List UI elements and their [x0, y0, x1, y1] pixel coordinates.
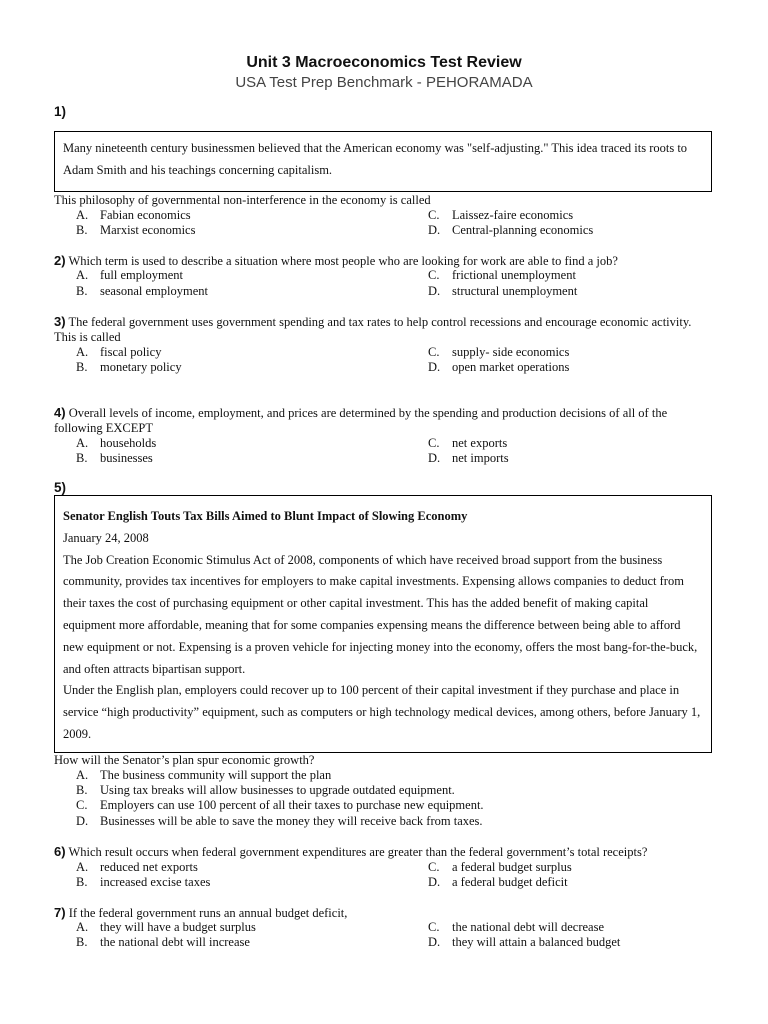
question-2-stem: Which term is used to describe a situation where most people who are looking for work are able to find a job? — [68, 254, 618, 268]
question-6-option-d: D. a federal budget deficit — [428, 875, 568, 889]
question-5-number: 5) — [54, 480, 67, 495]
question-7-number: 7) — [54, 905, 66, 920]
question-3-option-b: B. monetary policy — [76, 360, 182, 374]
article-paragraph-1: The Job Creation Economic Stimulus Act of 2008, components of which have received broad support from the business community, provides tax incentives for employers to make capital investments. Expensing allows companies to deduct from their taxes the cost of purchasing equipment or other capital investment. This has the added benefit of making capital equipment more affordable, meaning that for some companies expensing means the difference between being able to afford new equipment or not. Expensing is a proven vehicle for injecting money into the economy, offers the most bang-for-the-buck, and often attracts bipartisan support. — [63, 552, 698, 676]
question-1-number: 1) — [54, 104, 67, 119]
question-4-stem: Overall levels of income, employment, and prices are determined by the spending and production decisions of all of the following EXCEPT — [54, 406, 668, 435]
question-3-number: 3) — [54, 314, 66, 329]
question-6-number: 6) — [54, 844, 66, 859]
question-2-option-b: B. seasonal employment — [76, 284, 208, 298]
question-4-option-a: A. households — [76, 436, 157, 450]
question-1-passage-box — [54, 131, 712, 192]
question-7-option-a: A. they will have a budget surplus — [76, 920, 256, 934]
question-1-option-d: D. Central-planning economics — [428, 223, 594, 237]
question-2 — [54, 253, 714, 269]
question-6-option-b: B. increased excise taxes — [76, 875, 211, 889]
question-2-option-a: A. full employment — [76, 268, 183, 282]
question-6-stem: Which result occurs when federal government expenditures are greater than the federal government’s total receipts? — [68, 845, 648, 859]
question-3-option-c: C. supply- side economics — [428, 345, 570, 359]
question-4-number: 4) — [54, 405, 66, 420]
question-1-passage: Many nineteenth century businessmen believed that the American economy was "self-adjusting." This idea traced its roots to Adam Smith and his teachings concerning capitalism. — [63, 141, 688, 177]
document-subtitle: USA Test Prep Benchmark - PEHORAMADA — [235, 74, 533, 91]
question-1-option-b: B. Marxist economics — [76, 223, 196, 237]
question-4-option-b: B. businesses — [76, 451, 153, 465]
document-title: Unit 3 Macroeconomics Test Review — [246, 54, 522, 71]
question-7-stem: If the federal government runs an annual budget deficit, — [68, 906, 348, 920]
question-7-option-d: D. they will attain a balanced budget — [428, 935, 621, 949]
question-3 — [54, 314, 714, 345]
question-1-option-c: C. Laissez-faire economics — [428, 208, 574, 222]
question-1-option-a: A. Fabian economics — [76, 208, 191, 222]
article-headline: Senator English Touts Tax Bills Aimed to Blunt Impact of Slowing Economy — [63, 509, 468, 523]
article-paragraph-2: Under the English plan, employers could recover up to 100 percent of their capital investment if they purchase and place in service “high productivity” equipment, such as computers or high technology medical devices, among others, before January 1, 2009. — [63, 683, 701, 741]
question-6 — [54, 844, 714, 860]
question-5-option-a: A. The business community will support the plan — [76, 768, 332, 782]
question-4-option-c: C. net exports — [428, 436, 508, 450]
document-header — [0, 53, 768, 93]
question-1-stem: This philosophy of governmental non-interference in the economy is called — [54, 193, 431, 207]
question-7-option-c: C. the national debt will decrease — [428, 920, 605, 934]
question-4 — [54, 405, 714, 436]
question-4-option-d: D. net imports — [428, 451, 509, 465]
question-6-option-c: C. a federal budget surplus — [428, 860, 572, 874]
article-date: January 24, 2008 — [63, 530, 149, 545]
question-7 — [54, 905, 714, 921]
question-2-option-c: C. frictional unemployment — [428, 268, 576, 282]
question-2-number: 2) — [54, 253, 66, 268]
question-7-option-b: B. the national debt will increase — [76, 935, 250, 949]
question-5-stem: How will the Senator’s plan spur economic growth? — [54, 753, 315, 767]
question-5-article-box — [54, 495, 712, 753]
question-6-option-a: A. reduced net exports — [76, 860, 198, 874]
question-5-option-c: C. Employers can use 100 percent of all their taxes to purchase new equipment. — [76, 798, 484, 812]
question-3-option-a: A. fiscal policy — [76, 345, 162, 359]
question-5-option-b: B. Using tax breaks will allow businesses to upgrade outdated equipment. — [76, 783, 455, 797]
question-2-option-d: D. structural unemployment — [428, 284, 578, 298]
question-5-option-d: D. Businesses will be able to save the money they will receive back from taxes. — [76, 814, 483, 828]
question-3-stem: The federal government uses government spending and tax rates to help control recessions and encourage economic activity. This is called — [54, 315, 692, 344]
question-3-option-d: D. open market operations — [428, 360, 570, 374]
